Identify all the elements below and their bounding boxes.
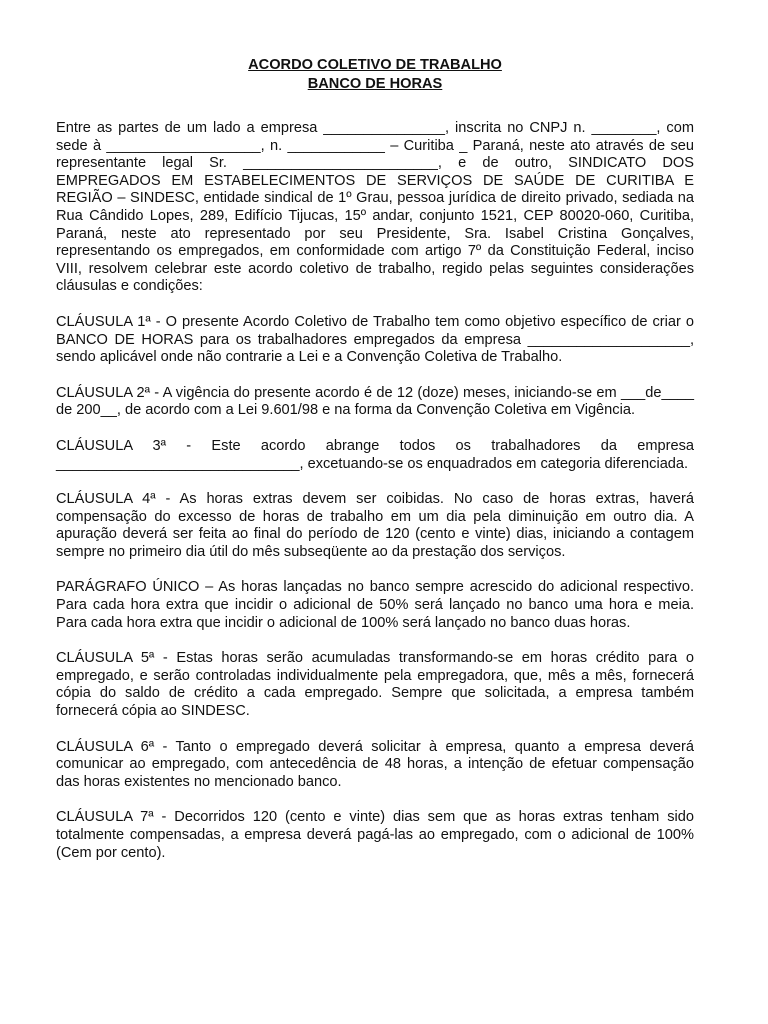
document-header xyxy=(56,56,694,94)
sole-paragraph: PARÁGRAFO ÚNICO – As horas lançadas no banco sempre acrescido do adicional respectivo. Para cada hora extra que incidir o adicional de 50% será lançado no banco uma hora e meia. Para cada hora extra que incidir o adicional de 100% será lançado no banco duas horas. xyxy=(56,579,694,631)
document-subtitle: BANCO DE HORAS xyxy=(307,76,443,92)
clause-7: CLÁUSULA 7ª - Decorridos 120 (cento e vinte) dias sem que as horas extras tenham sido totalmente compensadas, a empresa deverá pagá-las ao empregado, com o adicional de 100% (Cem por cento). xyxy=(56,809,694,861)
document-title: ACORDO COLETIVO DE TRABALHO xyxy=(248,57,502,73)
clause-6: CLÁUSULA 6ª - Tanto o empregado deverá solicitar à empresa, quanto a empresa deverá comunicar ao empregado, com antecedência de 48 horas, a intenção de efetuar compensação das horas existentes no mencionado banco. xyxy=(56,738,694,790)
clause-4: CLÁUSULA 4ª - As horas extras devem ser coibidas. No caso de horas extras, haverá compensação do excesso de horas de trabalho em um dia pela diminuição em outro dia. A apuração deverá ser feita ao final do período de 120 (cento e vinte) dias, iniciando a contagem sempre no primeiro dia útil do mês subseqüente ao da prestação dos serviços. xyxy=(56,491,694,560)
clause-5: CLÁUSULA 5ª - Estas horas serão acumuladas transformando-se em horas crédito para o empregado, e serão controladas individualmente pela empregadora, que, mês a mês, fornecerá cópia do saldo de crédito a cada empregado. Sempre que solicitada, a empresa também fornecerá cópia ao SINDESC. xyxy=(56,650,694,720)
document-page xyxy=(56,56,694,880)
clause-2: CLÁUSULA 2ª - A vigência do presente acordo é de 12 (doze) meses, iniciando-se em ___de____ de 200__, de acordo com a Lei 9.601/98 e na forma da Convenção Coletiva em Vigência. xyxy=(56,384,694,419)
clause-1: CLÁUSULA 1ª - O presente Acordo Coletivo de Trabalho tem como objetivo específico de criar o BANCO DE HORAS para os trabalhadores empregados da empresa ____________________, sendo aplicável onde não contrarie a Lei e a Convenção Coletiva de Trabalho. xyxy=(56,313,694,366)
clause-3: CLÁUSULA 3ª - Este acordo abrange todos os trabalhadores da empresa ______________________________, excetuando-se os enquadrados em categoria diferenciada. xyxy=(56,437,694,472)
intro-paragraph: Entre as partes de um lado a empresa _______________, inscrita no CNPJ n. ________, com sede à ___________________, n. ____________ – Curitiba _ Paraná, neste ato através de seu representante legal Sr. ________________________, e de outro, SINDICATO DOS EMPREGADOS EM ESTABELECIMENTOS DE SERVIÇOS DE SAÚDE DE CURITIBA E REGIÃO – SINDESC, entidade sindical de 1º Grau, pessoa jurídica de direito privado, sediada na Rua Cândido Lopes, 289, Edifício Tijucas, 15º andar, conjunto 1521, CEP 80020-060, Curitiba, Paraná, neste ato representado por seu Presidente, Sra. Isabel Cristina Gonçalves, representando os empregados, em conformidade com artigo 7º da Constituição Federal, inciso VIII, resolvem celebrar este acordo coletivo de trabalho, regido pelas seguintes considerações cláusulas e condições: xyxy=(56,120,694,295)
